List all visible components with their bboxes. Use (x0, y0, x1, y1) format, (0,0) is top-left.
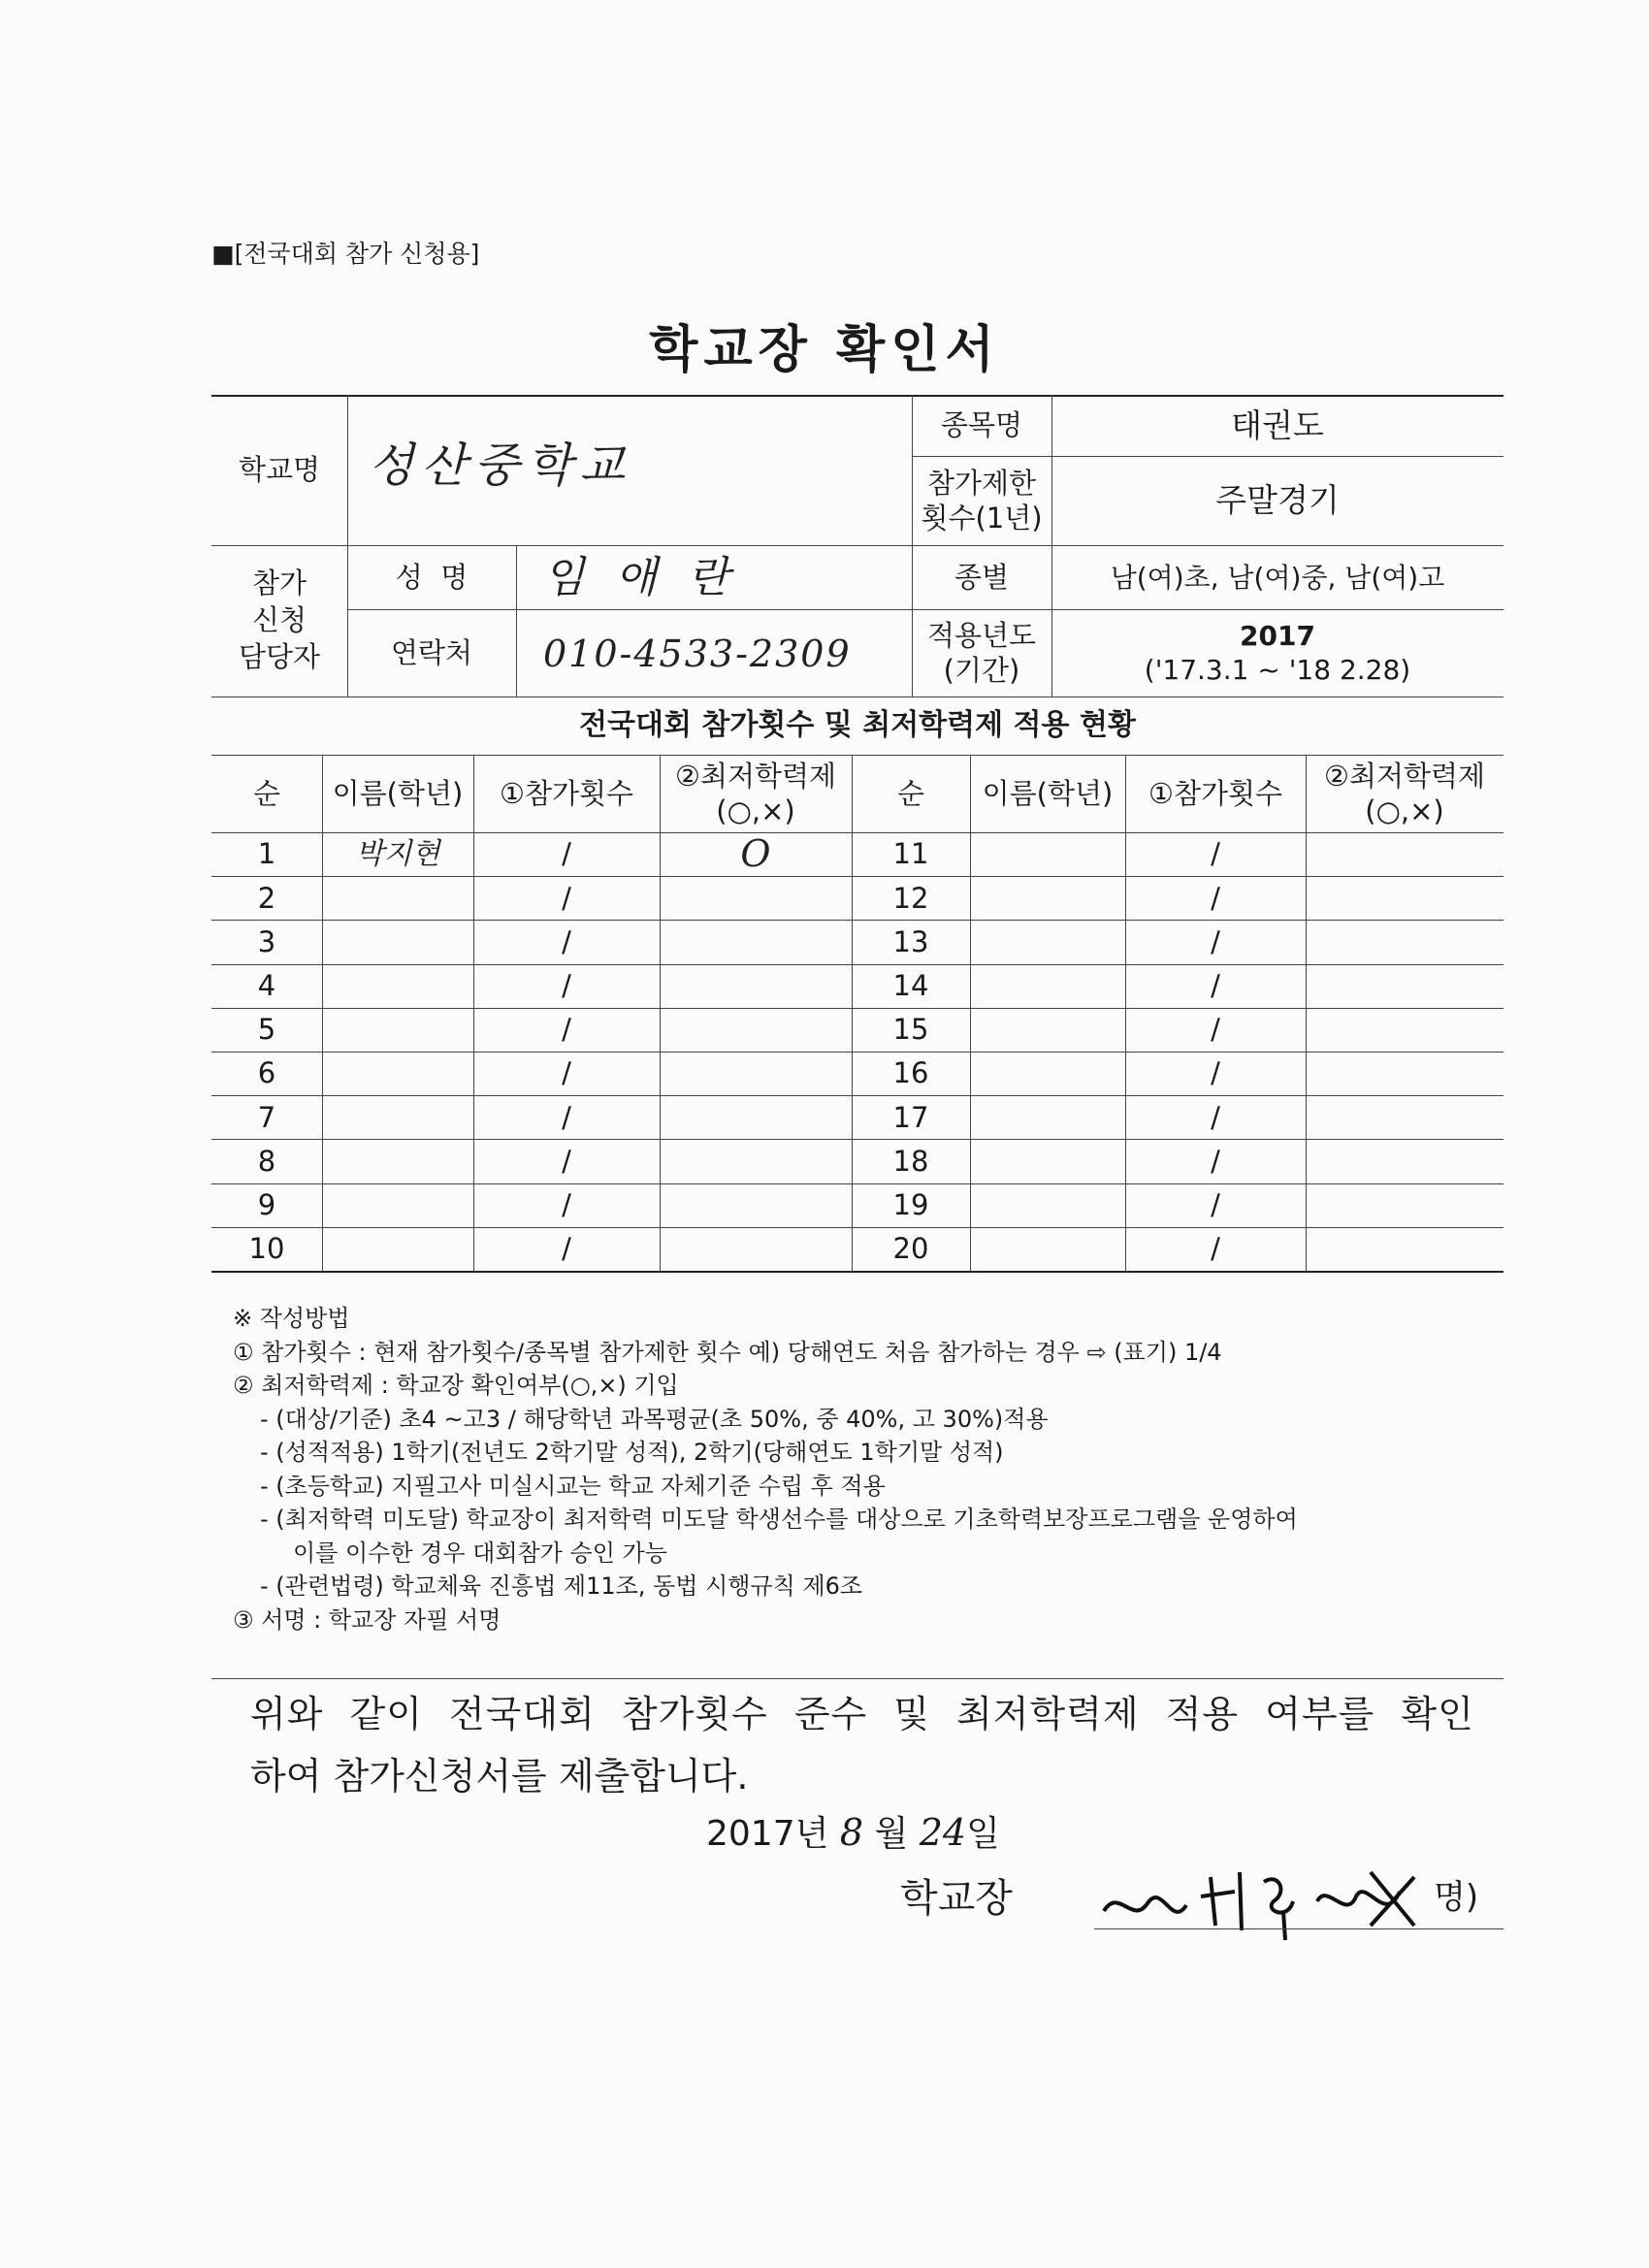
row-min-cell (660, 920, 852, 963)
instruction-subitem: - (관련법령) 학교체육 진흥법 제11조, 동법 시행규칙 제6조 (260, 1572, 863, 1600)
confirmation-line: 위와 같이 전국대회 참가횟수 준수 및 최저학력제 적용 여부를 확인 (250, 1693, 1474, 1735)
row-num-cell: 6 (257, 1056, 276, 1090)
row-count-cell: / (1211, 1013, 1220, 1047)
row-count-cell: / (562, 1144, 571, 1178)
signature-suffix: 명) (1434, 1878, 1479, 1917)
manager-label-line: 신청 (251, 603, 307, 637)
participation-limit-label-line: 참가제한 (926, 466, 1037, 500)
row-name-cell (322, 1095, 473, 1139)
participation-limit-value: 주말경기 (1215, 481, 1340, 520)
instructions (233, 1302, 1298, 1636)
application-period: ('17.3.1 ~ '18 2.28) (1144, 654, 1411, 686)
row-min-cell (1306, 1139, 1504, 1183)
event-value: 태권도 (1231, 405, 1324, 444)
row-num-cell: 11 (892, 837, 929, 871)
row-name-cell (322, 1227, 473, 1271)
instruction-item: ① 참가횟수 : 현재 참가횟수/종목별 참가제한 횟수 예) 당해연도 처음 참가하는 경우 ⇨ (표기) 1/4 (233, 1338, 1222, 1366)
application-year: 2017 (1240, 620, 1315, 652)
category-value: 남(여)초, 남(여)중, 남(여)고 (1110, 561, 1445, 594)
date-year: 2017년 (706, 1814, 829, 1854)
table-line (852, 755, 853, 1273)
instruction-subitem: - (초등학교) 지필고사 미실시교는 학교 자체기준 수립 후 적용 (260, 1472, 886, 1500)
instruction-item: ③ 서명 : 학교장 자필 서명 (233, 1605, 501, 1634)
row-name-cell (322, 964, 473, 1008)
row-num-cell: 7 (257, 1100, 276, 1134)
row-num-cell: 15 (892, 1013, 929, 1047)
row-num-cell: 14 (892, 969, 929, 1003)
row-name-cell (970, 1139, 1125, 1183)
instruction-subitem: - (대상/기준) 초4 ~고3 / 해당학년 과목평균(초 50%, 중 40%, 고 30%)적용 (260, 1405, 1049, 1433)
manager-name-value: 임 애 란 (543, 552, 729, 602)
row-min-cell (1306, 876, 1504, 920)
row-count-cell: / (1211, 1100, 1220, 1134)
event-label: 종목명 (940, 408, 1023, 442)
row-num-cell: 9 (257, 1188, 276, 1222)
row-count-cell: / (1211, 1188, 1220, 1222)
row-count-cell: / (562, 837, 571, 871)
row-min-cell (1306, 1095, 1504, 1139)
row-name-cell (322, 1008, 473, 1052)
principal-label: 학교장 (900, 1876, 1013, 1921)
header-num: 순 (252, 776, 280, 810)
row-num-cell: 4 (257, 969, 276, 1003)
row-min-cell (660, 964, 852, 1008)
participation-limit-label-line: 횟수(1년) (921, 502, 1043, 535)
date-month-unit: 월 (874, 1814, 909, 1854)
application-year-label-line: (기간) (943, 654, 1020, 687)
row-count-cell: / (562, 1013, 571, 1047)
row-min-cell (660, 1139, 852, 1183)
header-min-academic-line: ②최저학력제 (1323, 759, 1486, 793)
table-bottom-border (211, 1271, 1504, 1273)
header-min-academic (1306, 755, 1504, 832)
row-num-cell: 5 (257, 1013, 276, 1047)
status-section-title: 전국대회 참가횟수 및 최저학력제 적용 현황 (579, 708, 1136, 743)
row-count-cell: / (562, 1100, 571, 1134)
signature-date (706, 1806, 1000, 1856)
row-min-cell (660, 1052, 852, 1095)
header-name: 이름(학년) (332, 776, 464, 810)
table-line (516, 545, 517, 697)
header-min-academic-line: (○,×) (1365, 794, 1444, 827)
header-min-academic-line: (○,×) (716, 794, 795, 827)
row-num-cell: 10 (248, 1232, 285, 1266)
application-year-label-line: 적용년도 (926, 618, 1037, 652)
instruction-subitem: - (최저학력 미도달) 학교장이 최저학력 미도달 학생선수를 대상으로 기초학력보장프로그램을 운영하여 (260, 1506, 1298, 1533)
date-day-unit: 일 (966, 1814, 1000, 1854)
row-num-cell: 8 (257, 1144, 276, 1178)
principal-signature (1094, 1843, 1443, 1950)
application-year-label (912, 609, 1051, 697)
instruction-subitem: - (성적적용) 1학기(전년도 2학기말 성적), 2학기(당해연도 1학기말 성적) (260, 1439, 1004, 1466)
date-month: 8 (839, 1811, 864, 1854)
table-line (322, 755, 323, 1273)
row-min-cell (1306, 1008, 1504, 1052)
row-name-cell (322, 1052, 473, 1095)
row-name-cell: 박지현 (355, 836, 440, 871)
row-name-cell (970, 1227, 1125, 1271)
row-count-cell: / (1211, 924, 1220, 958)
row-min-cell (1306, 964, 1504, 1008)
application-year-value (1051, 609, 1504, 697)
participation-limit-label (912, 456, 1051, 545)
row-name-cell (970, 964, 1125, 1008)
date-day: 24 (919, 1811, 967, 1854)
row-name-cell (970, 920, 1125, 963)
table-line (1306, 755, 1307, 1273)
row-count-cell: / (1211, 1232, 1220, 1266)
row-name-cell (322, 920, 473, 963)
row-num-cell: 19 (892, 1188, 929, 1222)
row-num-cell: 2 (257, 881, 276, 915)
row-count-cell: / (1211, 1056, 1220, 1090)
row-count-cell: / (1211, 837, 1220, 871)
row-name-cell (970, 1095, 1125, 1139)
table-line (473, 755, 474, 1273)
instruction-item: ② 최저학력제 : 학교장 확인여부(○,×) 기입 (233, 1372, 679, 1399)
row-count-cell: / (562, 881, 571, 915)
header-min-academic-line: ②최저학력제 (674, 759, 837, 793)
header-count: ①참가횟수 (499, 776, 634, 810)
row-min-cell (660, 876, 852, 920)
row-count-cell: / (1211, 881, 1220, 915)
confirmation-statement (250, 1683, 1474, 1807)
row-count-cell: / (562, 1232, 571, 1266)
row-count-cell: / (562, 969, 571, 1003)
contact-value: 010-4533-2309 (543, 632, 852, 676)
row-min-cell (1306, 1227, 1504, 1271)
row-name-cell (970, 1183, 1125, 1227)
table-line (660, 755, 661, 1273)
row-num-cell: 1 (257, 837, 276, 871)
table-line (970, 755, 971, 1273)
row-min-cell (660, 1227, 852, 1271)
instructions-heading: ※ 작성방법 (233, 1305, 350, 1332)
row-num-cell: 13 (892, 924, 929, 958)
contact-label: 연락처 (390, 635, 473, 669)
document-title: 학교장 확인서 (649, 321, 1000, 379)
row-min-cell (660, 1183, 852, 1227)
manager-label-line: 담당자 (238, 639, 321, 673)
row-name-cell (322, 876, 473, 920)
row-num-cell: 16 (892, 1056, 929, 1090)
row-count-cell: / (562, 924, 571, 958)
row-name-cell (322, 1139, 473, 1183)
row-min-cell (660, 1095, 852, 1139)
school-name-label: 학교명 (238, 453, 321, 487)
manager-name-label: 성 명 (395, 560, 469, 594)
row-count-cell: / (562, 1056, 571, 1090)
table-line (1125, 755, 1126, 1273)
confirmation-line: 하여 참가신청서를 제출합니다. (250, 1755, 749, 1798)
document-category-tag: ■[전국대회 참가 신청용] (211, 240, 480, 268)
manager-label-line: 참가 (251, 567, 307, 600)
row-min-cell (1306, 1183, 1504, 1227)
row-num-cell: 12 (892, 881, 929, 915)
row-num-cell: 17 (892, 1100, 929, 1134)
row-num-cell: 20 (892, 1232, 929, 1266)
category-label: 종별 (954, 560, 1010, 594)
row-num-cell: 3 (257, 924, 276, 958)
row-name-cell (970, 1008, 1125, 1052)
row-count-cell: / (1211, 1144, 1220, 1178)
instruction-subitem-continuation: 이를 이수한 경우 대회참가 승인 가능 (293, 1539, 667, 1567)
header-count: ①참가횟수 (1148, 776, 1283, 810)
row-count-cell: / (1211, 969, 1220, 1003)
row-min-cell (660, 1008, 852, 1052)
section-divider (211, 1678, 1504, 1679)
row-name-cell (322, 1183, 473, 1227)
row-min-cell (1306, 920, 1504, 963)
row-min-cell (1306, 1052, 1504, 1095)
row-min-cell: O (740, 831, 771, 875)
header-min-academic (660, 755, 852, 832)
row-name-cell (970, 832, 1125, 876)
manager-label (211, 545, 347, 697)
row-count-cell: / (562, 1188, 571, 1222)
row-name-cell (970, 1052, 1125, 1095)
row-name-cell (970, 876, 1125, 920)
row-min-cell (1306, 832, 1504, 876)
header-name: 이름(학년) (982, 776, 1114, 810)
row-num-cell: 18 (892, 1144, 929, 1178)
header-num: 순 (896, 776, 924, 810)
school-name-value: 성산중학교 (369, 438, 632, 493)
signature-underline (1094, 1928, 1504, 1929)
